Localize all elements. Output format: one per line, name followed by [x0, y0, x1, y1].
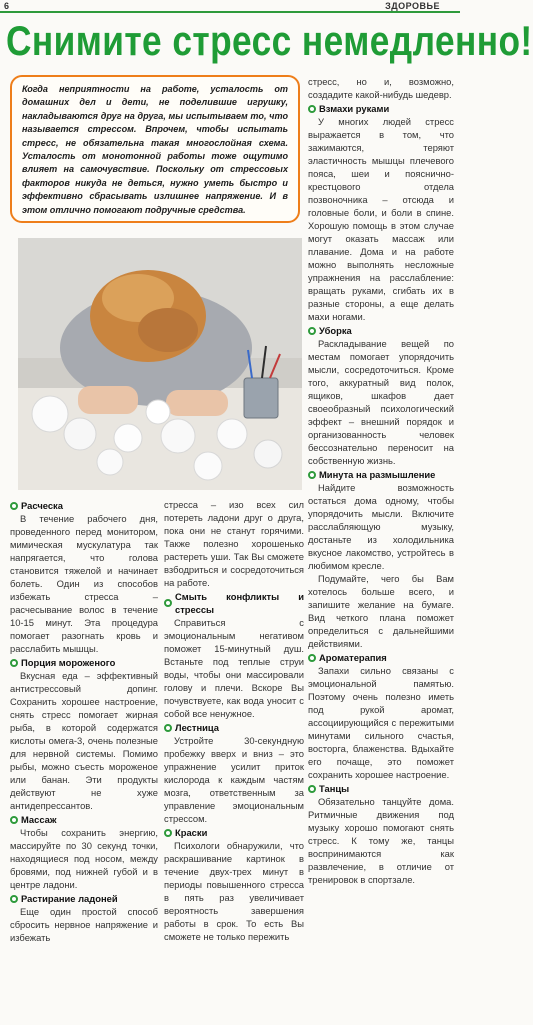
- subheading-massage: Массаж: [10, 813, 158, 826]
- paragraph: Обязательно танцуйте дома. Ритмичные движения под музыку хорошо помогают снять стресс. К тому же, танцы воспринимаются как развлечение, в отличие от тренировок в спортзале.: [308, 796, 454, 885]
- subheading-arm-swings: Взмахи руками: [308, 102, 454, 115]
- subheading-paints: Краски: [164, 826, 304, 839]
- paragraph: Чтобы сохранить энергию, массируйте по 30 секунд точки, находящиеся под носом, между бровями, под нижней губой и в центре ладони.: [10, 827, 158, 890]
- bullet-icon: [10, 895, 18, 903]
- header-divider: [0, 11, 460, 13]
- bullet-icon: [164, 599, 172, 607]
- paragraph: Устройте 30-секундную пробежку вверх и вниз – это упражнение усилит приток кислорода к каждым частям мозга, ответственным за управление эмоциональным стрессом.: [164, 735, 304, 824]
- subheading-cleaning: Уборка: [308, 324, 454, 337]
- subheading-palms: Растирание ладоней: [10, 892, 158, 905]
- paragraph: Психологи обнаружили, что раскрашивание картинок в течение двух-трех минут в периоды повышенного стресса в пять раз увеличивает вероятность завершения работы в срок. То есть Вы сможете не только пережить: [164, 840, 304, 942]
- section-title: ЗДОРОВЬЕ: [385, 1, 440, 11]
- paragraph: Справиться с эмоциональным негативом поможет 15-минутный душ. Встаньте под теплые струи воды, чтобы они массировали голову и плечи. Вскоре Вы почувствуете, как вода уносит с собой все ненужное.: [164, 617, 304, 719]
- paragraph: Еще один простой способ сбросить нервное напряжение и избежать: [10, 906, 158, 943]
- subheading-comb: Расческа: [10, 499, 158, 512]
- bullet-icon: [308, 105, 316, 113]
- page-header: [0, 0, 460, 12]
- paragraph: Подумайте, чего бы Вам хотелось больше всего, и запишите желание на бумаге. Вид четкого плана поможет определиться с дальнейшими действиями.: [308, 573, 454, 649]
- paragraph: стресс, но и, возможно, создадите какой-нибудь шедевр.: [308, 76, 454, 100]
- article-column-right: [308, 75, 454, 886]
- subheading-dancing: Танцы: [308, 782, 454, 795]
- bullet-icon: [10, 659, 18, 667]
- bullet-icon: [164, 829, 172, 837]
- paragraph: У многих людей стресс выражается в том, что зажимаются, теряют эластичность мышцы плечевого пояса, шеи и пояснично-крестцового отдела позвоночника – отсюда и головные боли, и боли в спине. Хорошую помощь в этом случае могут оказать массаж или плавание. Дома и на работе можно выполнять несложные упражнения на расслабление: вращать руками, сгибать их в разные стороны, а еще делать махи ногами.: [308, 116, 454, 322]
- bullet-icon: [308, 471, 316, 479]
- bullet-icon: [10, 502, 18, 510]
- paragraph: Раскладывание вещей по местам помогает упорядочить мысли, сосредоточиться. Кроме того, аккуратный вид полок, ящиков, шкафов дает своеобразный психологический эффект – внешний порядок и организованность человек бессознательно переносит на собственную жизнь.: [308, 338, 454, 466]
- paragraph: Запахи сильно связаны с эмоциональной памятью. Поэтому очень полезно иметь под рукой аромат, ассоциирующийся с пережитыми минутами сильного счастья, восторга, блаженства. Вдыхайте его почаще, это поможет сохранить хорошее настроение.: [308, 665, 454, 780]
- paragraph: стресса – изо всех сил потереть ладони друг о друга, пока они не станут горячими. Также полезно хорошенько растереть уши. Так Вы сможете взбодриться и сосредоточиться на работе.: [164, 499, 304, 588]
- subheading-shower: Смыть конфликты и стрессы: [164, 590, 304, 616]
- paragraph: Вкусная еда – эффективный антистрессовый допинг. Сохранить хорошее настроение, снять стресс помогает жирная рыба, в которой содержатся кислоты омега-3, очень полезные для нервной системы. Помимо рыбы, можно съесть мороженое или банан. Эти продукты действуют не хуже антидепрессантов.: [10, 670, 158, 811]
- page-number: 6: [4, 1, 10, 11]
- subheading-ice-cream: Порция мороженого: [10, 656, 158, 669]
- article-headline: Снимите стресс немедленно!: [6, 17, 533, 64]
- subheading-aromatherapy: Ароматерапия: [308, 651, 454, 664]
- subheading-stairs: Лестница: [164, 721, 304, 734]
- subheading-reflection: Минута на размышление: [308, 468, 454, 481]
- bullet-icon: [10, 816, 18, 824]
- article-column-left: [10, 498, 158, 944]
- bullet-icon: [308, 785, 316, 793]
- paragraph: Найдите возможность остаться дома одному, чтобы упорядочить мысли. Включите расслабляющую музыку, достаньте из холодильника вкусное лакомство, устройтесь в любимом кресле.: [308, 482, 454, 571]
- lead-paragraph: Когда неприятности на работе, усталость от домашних дел и дети, не поделившие игрушку, накладываются друг на друга, мы испытываем то, что называется стрессом. Впрочем, чтобы испытать стресс, не обязательна такая многослойная схема. Усталость от монотонной работы тоже ощутимо влияет на самочувствие. Поскольку от стрессовых факторов никуда не деться, нужно уметь быстро и эффективно сбрасывать излишнее напряжение. И в этом отлично помогают подручные средства.: [10, 75, 300, 223]
- bullet-icon: [164, 724, 172, 732]
- bullet-icon: [308, 327, 316, 335]
- stressed-woman-photo: [18, 238, 302, 490]
- paragraph: В течение рабочего дня, проведенного перед монитором, мимическая мускулатура так напрягается, что голова становится тяжелой и начинает болеть. Один из способов избежать стресса – расчесывание волос в течение 10-15 минут. Эта процедура помогает разогнать кровь и расслабить мышцы.: [10, 513, 158, 654]
- bullet-icon: [308, 654, 316, 662]
- article-column-middle: [164, 498, 304, 943]
